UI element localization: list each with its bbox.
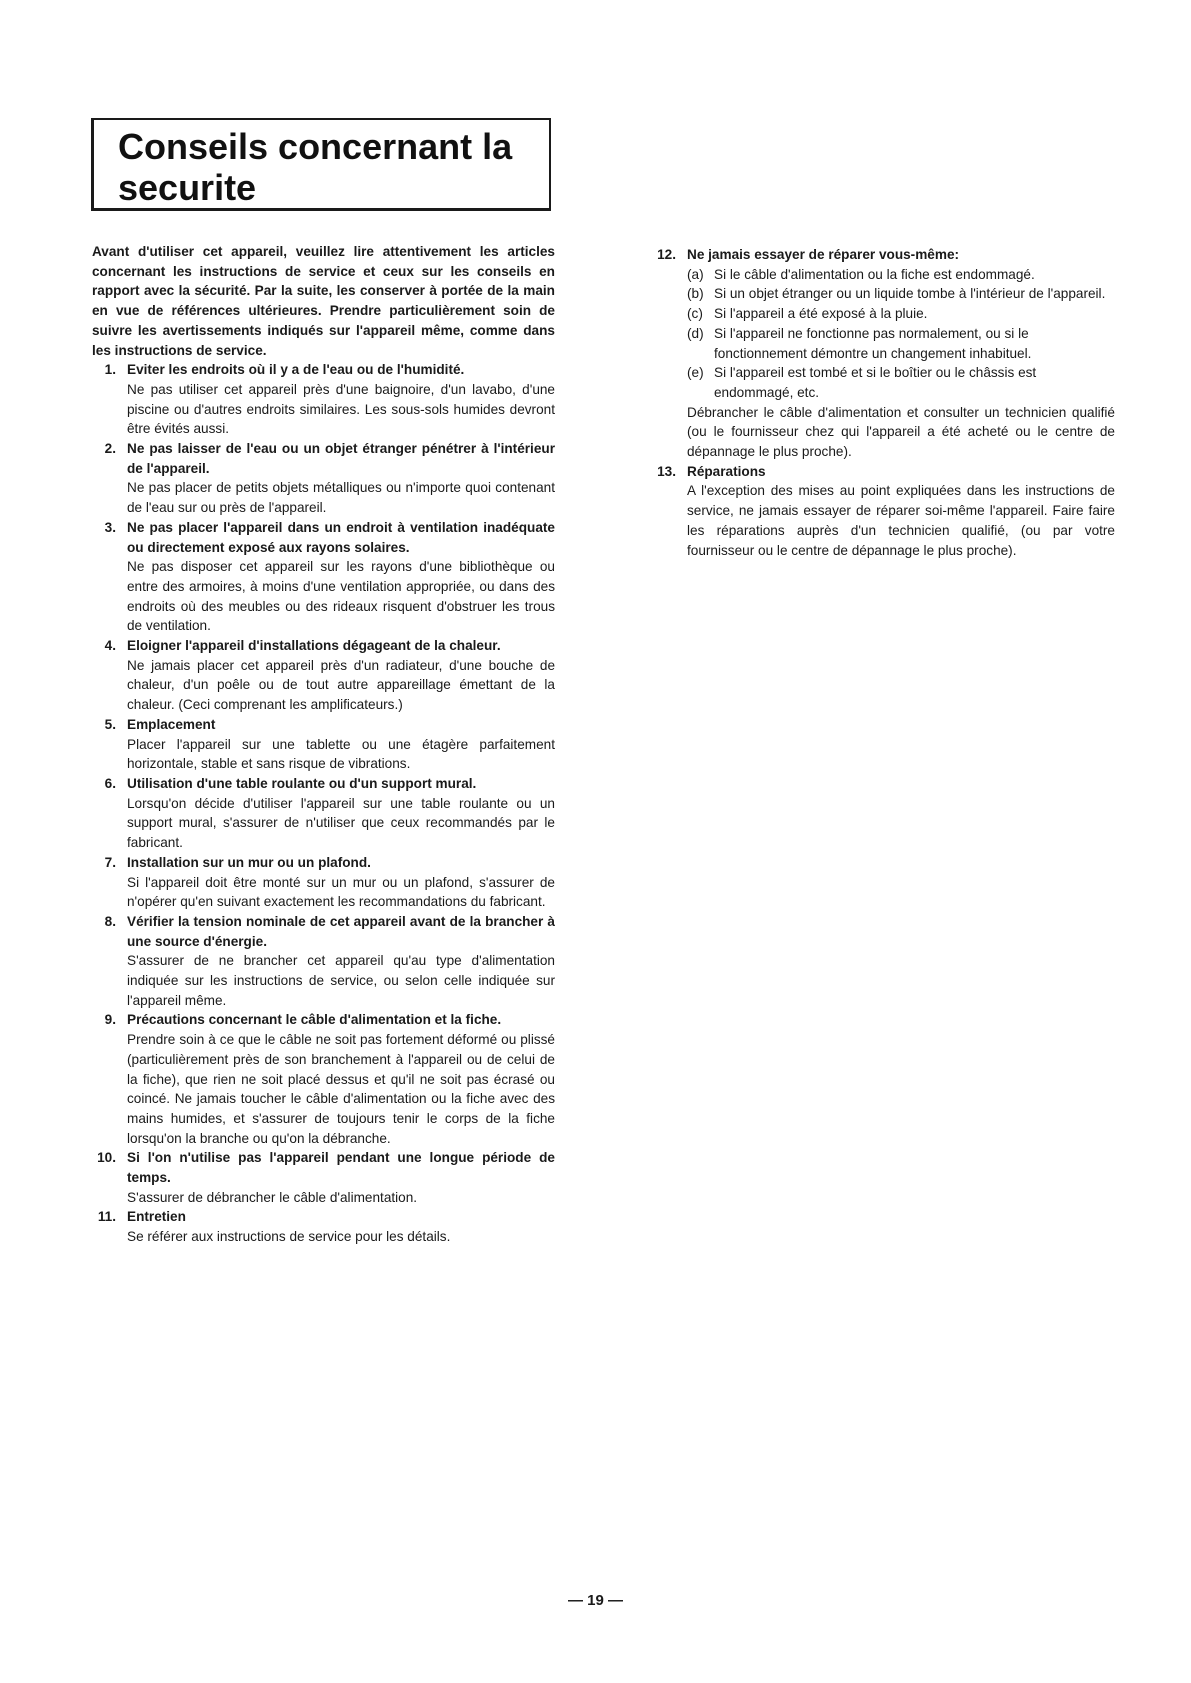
sub-item bbox=[687, 304, 1115, 324]
sub-item-label: (c) bbox=[687, 306, 703, 322]
item-body: Placer l'appareil sur une tablette ou une étagère parfaitement horizontale, stable et sans risque de vibrations. bbox=[127, 736, 555, 772]
item-number: 4. bbox=[104, 638, 116, 654]
item-heading: Emplacement bbox=[127, 716, 216, 732]
item-number: 3. bbox=[104, 519, 116, 535]
list-item bbox=[652, 462, 1115, 561]
item-number: 2. bbox=[104, 441, 116, 457]
item-body: Se référer aux instructions de service pour les détails. bbox=[127, 1229, 451, 1245]
item-heading: Ne pas placer l'appareil dans un endroit à ventilation inadéquate ou directement exposé aux rayons solaires. bbox=[127, 519, 555, 555]
list-item bbox=[92, 1010, 555, 1148]
item-body: Lorsqu'on décide d'utiliser l'appareil sur une table roulante ou un support mural, s'assurer de n'utiliser que ceux recommandés par le fabricant. bbox=[127, 795, 555, 851]
list-item bbox=[92, 518, 555, 636]
sub-item bbox=[687, 265, 1115, 285]
item-body: Ne pas disposer cet appareil sur les rayons d'une bibliothèque ou entre des armoires, à moins d'une ventilation appropriée, ou dans des endroits où des meubles ou des rideaux risquent d'obstruer les trous de ventilation. bbox=[127, 559, 555, 634]
sub-item bbox=[687, 363, 1115, 402]
item-heading: Utilisation d'une table roulante ou d'un support mural. bbox=[127, 775, 477, 791]
sub-item-text: Si le câble d'alimentation ou la fiche est endommagé. bbox=[714, 266, 1035, 282]
sub-item-text: Si l'appareil a été exposé à la pluie. bbox=[714, 306, 928, 322]
item-heading: Si l'on n'utilise pas l'appareil pendant une longue période de temps. bbox=[127, 1150, 555, 1186]
item-heading: Réparations bbox=[687, 463, 766, 479]
item-number: 7. bbox=[104, 854, 116, 870]
item-body: Débrancher le câble d'alimentation et consulter un technicien qualifié (ou le fournisseur chez qui l'appareil a été acheté ou le centre de dépannage le plus proche). bbox=[687, 404, 1115, 460]
item-body: Ne jamais placer cet appareil près d'un radiateur, d'une bouche de chaleur, d'un poêle ou de tout autre appareillage émettant de la chaleur. (Ceci comprenant les amplificateurs.) bbox=[127, 657, 555, 713]
list-item bbox=[92, 1148, 555, 1207]
item-heading: Ne jamais essayer de réparer vous-même: bbox=[687, 247, 960, 262]
sub-item bbox=[687, 324, 1115, 363]
item-body: A l'exception des mises au point expliquées dans les instructions de service, ne jamais essayer de réparer soi-même l'appareil. Faire faire les réparations auprès d'un technicien qualifié, (ou par votre fournisseur ou le centre de dépannage le plus proche). bbox=[687, 483, 1115, 558]
sub-item-text: Si l'appareil ne fonctionne pas normalement, ou si le fonctionnement démontre un changement inhabituel. bbox=[714, 325, 1032, 361]
item-heading: Eloigner l'appareil d'installations dégageant de la chaleur. bbox=[127, 638, 501, 654]
title-box bbox=[91, 118, 551, 211]
item-number: 13. bbox=[657, 463, 676, 479]
list-item bbox=[92, 774, 555, 853]
item-body: Ne pas utiliser cet appareil près d'une baignoire, d'un lavabo, d'une piscine ou d'autres endroits similaires. Les sous-sols humides devront être évités aussi. bbox=[127, 381, 555, 437]
list-item bbox=[92, 715, 555, 774]
item-number: 8. bbox=[104, 913, 116, 929]
sub-item-label: (e) bbox=[687, 365, 704, 381]
item-body: S'assurer de débrancher le câble d'alimentation. bbox=[127, 1189, 418, 1205]
item-body: S'assurer de ne brancher cet appareil qu'au type d'alimentation indiquée sur les instructions de service, ou selon celle indiquée sur l'appareil même. bbox=[127, 953, 555, 1008]
list-item bbox=[92, 439, 555, 518]
item-number: 1. bbox=[104, 362, 116, 378]
sub-item-text: Si un objet étranger ou un liquide tombe à l'intérieur de l'appareil. bbox=[714, 286, 1106, 302]
item-heading: Entretien bbox=[127, 1209, 186, 1225]
intro-paragraph: Avant d'utiliser cet appareil, veuillez lire attentivement les articles concernant les instructions de service et ceux sur les conseils en rapport avec la sécurité. Par la suite, les conserver à portée de la main en vue de références ultérieures. Prendre particulièrement soin de suivre les avertissements indiqués sur l'appareil même, comme dans les instructions de service. bbox=[92, 244, 555, 358]
list-item bbox=[652, 245, 1115, 462]
item-heading: Précautions concernant le câble d'alimentation et la fiche. bbox=[127, 1012, 502, 1028]
item-number: 9. bbox=[104, 1012, 116, 1028]
item-number: 12. bbox=[657, 247, 676, 262]
page-title: Conseils concernant la securite bbox=[118, 126, 513, 208]
list-item bbox=[92, 360, 555, 439]
item-heading: Ne pas laisser de l'eau ou un objet étranger pénétrer à l'intérieur de l'appareil. bbox=[127, 441, 555, 476]
item-heading: Installation sur un mur ou un plafond. bbox=[127, 854, 371, 870]
list-item bbox=[92, 1207, 555, 1246]
item-number: 5. bbox=[104, 716, 116, 732]
item-number: 6. bbox=[104, 775, 116, 791]
sub-item bbox=[687, 284, 1115, 304]
sub-item-label: (d) bbox=[687, 325, 704, 341]
item-body: Ne pas placer de petits objets métalliques ou n'importe quoi contenant de l'eau sur ou près de l'appareil. bbox=[127, 480, 555, 516]
item-heading: Vérifier la tension nominale de cet appareil avant de la brancher à une source d'énergie. bbox=[127, 913, 555, 949]
list-item bbox=[92, 853, 555, 912]
left-column bbox=[92, 242, 555, 1247]
sub-item-text: Si l'appareil est tombé et si le boîtier ou le châssis est endommagé, etc. bbox=[714, 365, 1037, 400]
item-body: Si l'appareil doit être monté sur un mur ou un plafond, s'assurer de n'opérer qu'en suivant exactement les recommandations du fabricant. bbox=[127, 874, 555, 910]
item-number: 11. bbox=[97, 1209, 116, 1225]
list-item bbox=[92, 636, 555, 715]
list-item bbox=[92, 912, 555, 1011]
page-number: — 19 — bbox=[567, 1592, 624, 1609]
item-body: Prendre soin à ce que le câble ne soit pas fortement déformé ou plissé (particulièrement près de son branchement à l'appareil ou de celui de la fiche), que rien ne soit placé dessus et qu'il ne soit pas écrasé ou coincé. Ne jamais toucher le câble d'alimentation ou la fiche avec des mains humides, et s'assurer de toujours tenir le corps de la fiche lorsqu'on la branche ou qu'on la débranche. bbox=[127, 1032, 555, 1146]
sub-item-label: (a) bbox=[687, 266, 704, 282]
item-heading: Eviter les endroits où il y a de l'eau ou de l'humidité. bbox=[127, 362, 465, 378]
right-column bbox=[652, 245, 1115, 560]
sub-item-label: (b) bbox=[687, 286, 704, 302]
item-number: 10. bbox=[97, 1150, 116, 1166]
